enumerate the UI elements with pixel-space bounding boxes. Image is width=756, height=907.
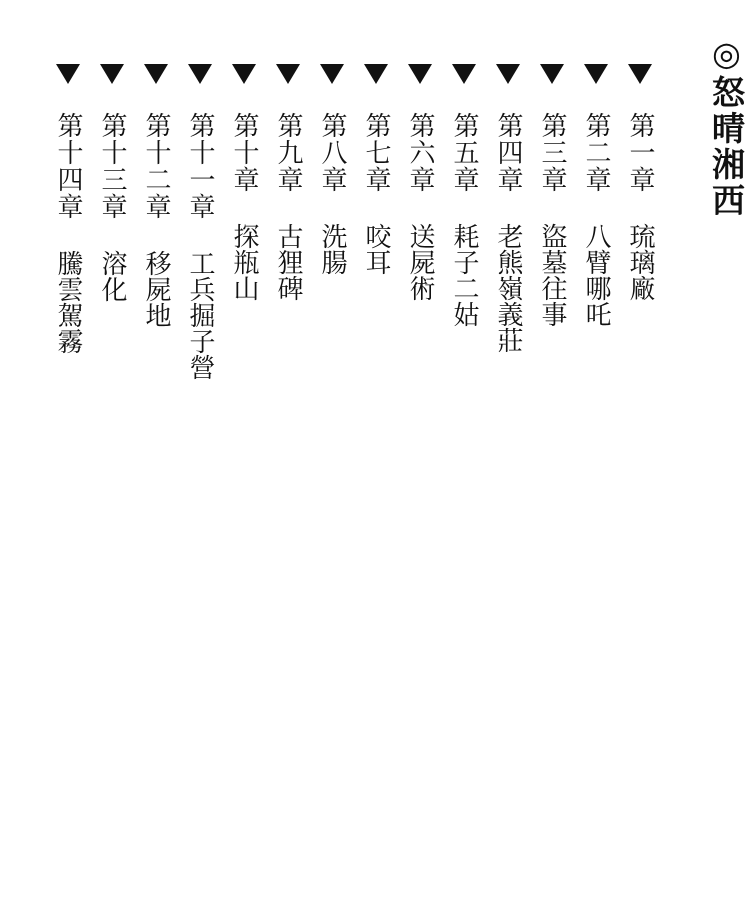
chapter-item-12[interactable] xyxy=(134,34,178,328)
chapter-item-4[interactable] xyxy=(486,34,530,353)
triangle-down-icon xyxy=(628,64,652,84)
chapter-number: 第三章 xyxy=(537,112,567,193)
chapter-text xyxy=(53,112,83,354)
chapter-item-5[interactable] xyxy=(442,34,486,327)
triangle-down-icon xyxy=(56,64,80,84)
triangle-down-icon xyxy=(584,64,608,84)
chapter-text xyxy=(185,112,215,380)
triangle-down-icon xyxy=(188,64,212,84)
chapter-number: 第十二章 xyxy=(141,112,171,220)
chapter-number: 第七章 xyxy=(361,112,391,193)
chapter-item-14[interactable] xyxy=(46,34,90,354)
chapter-item-2[interactable] xyxy=(574,34,618,327)
chapter-item-9[interactable] xyxy=(266,34,310,301)
chapter-title: 咬耳 xyxy=(361,223,391,275)
chapter-number: 第八章 xyxy=(317,112,347,193)
bullseye-icon: ◎ xyxy=(707,34,746,75)
chapter-text xyxy=(449,112,479,327)
triangle-down-icon xyxy=(276,64,300,84)
chapter-number: 第十一章 xyxy=(185,112,215,220)
chapter-number: 第一章 xyxy=(625,112,655,193)
chapter-text xyxy=(97,112,127,302)
triangle-down-icon xyxy=(100,64,124,84)
chapter-number: 第二章 xyxy=(581,112,611,193)
chapter-item-10[interactable] xyxy=(222,34,266,301)
chapter-item-8[interactable] xyxy=(310,34,354,275)
chapter-text xyxy=(361,112,391,275)
triangle-down-icon xyxy=(144,64,168,84)
chapter-title: 盜墓往事 xyxy=(537,223,567,327)
chapter-title: 耗子二姑 xyxy=(449,223,479,327)
chapter-number: 第六章 xyxy=(405,112,435,193)
triangle-down-icon xyxy=(540,64,564,84)
chapter-title: 八臂哪吒 xyxy=(581,223,611,327)
triangle-down-icon xyxy=(364,64,388,84)
chapter-item-7[interactable] xyxy=(354,34,398,275)
chapter-number: 第十章 xyxy=(229,112,259,193)
chapter-text xyxy=(581,112,611,327)
chapter-text xyxy=(317,112,347,275)
book-title xyxy=(706,34,746,219)
chapter-text xyxy=(141,112,171,328)
chapter-text xyxy=(625,112,655,301)
triangle-down-icon xyxy=(496,64,520,84)
chapter-text xyxy=(405,112,435,301)
triangle-down-icon xyxy=(232,64,256,84)
table-of-contents xyxy=(40,34,746,434)
chapter-number: 第九章 xyxy=(273,112,303,193)
chapter-number: 第五章 xyxy=(449,112,479,193)
chapter-item-11[interactable] xyxy=(178,34,222,380)
book-title-text: 怒晴湘西 xyxy=(707,75,746,219)
chapter-text xyxy=(537,112,567,327)
chapter-text xyxy=(273,112,303,301)
chapter-title: 洗腸 xyxy=(317,223,347,275)
chapter-number: 第十四章 xyxy=(53,112,83,220)
chapter-text xyxy=(229,112,259,301)
chapter-title: 古狸碑 xyxy=(273,223,303,301)
chapter-number: 第四章 xyxy=(493,112,523,193)
triangle-down-icon xyxy=(452,64,476,84)
chapter-title: 工兵掘子營 xyxy=(185,250,215,380)
chapter-title: 移屍地 xyxy=(141,250,171,328)
chapter-title: 琉璃廠 xyxy=(625,223,655,301)
chapter-number: 第十三章 xyxy=(97,112,127,220)
chapter-text xyxy=(493,112,523,353)
chapter-item-1[interactable] xyxy=(618,34,662,301)
chapter-item-3[interactable] xyxy=(530,34,574,327)
chapter-title: 老熊嶺義莊 xyxy=(493,223,523,353)
chapter-item-13[interactable] xyxy=(90,34,134,302)
chapter-item-6[interactable] xyxy=(398,34,442,301)
chapter-title: 溶化 xyxy=(97,250,127,302)
chapter-title: 騰雲駕霧 xyxy=(53,250,83,354)
triangle-down-icon xyxy=(408,64,432,84)
chapter-title: 送屍術 xyxy=(405,223,435,301)
chapter-title: 探瓶山 xyxy=(229,223,259,301)
triangle-down-icon xyxy=(320,64,344,84)
